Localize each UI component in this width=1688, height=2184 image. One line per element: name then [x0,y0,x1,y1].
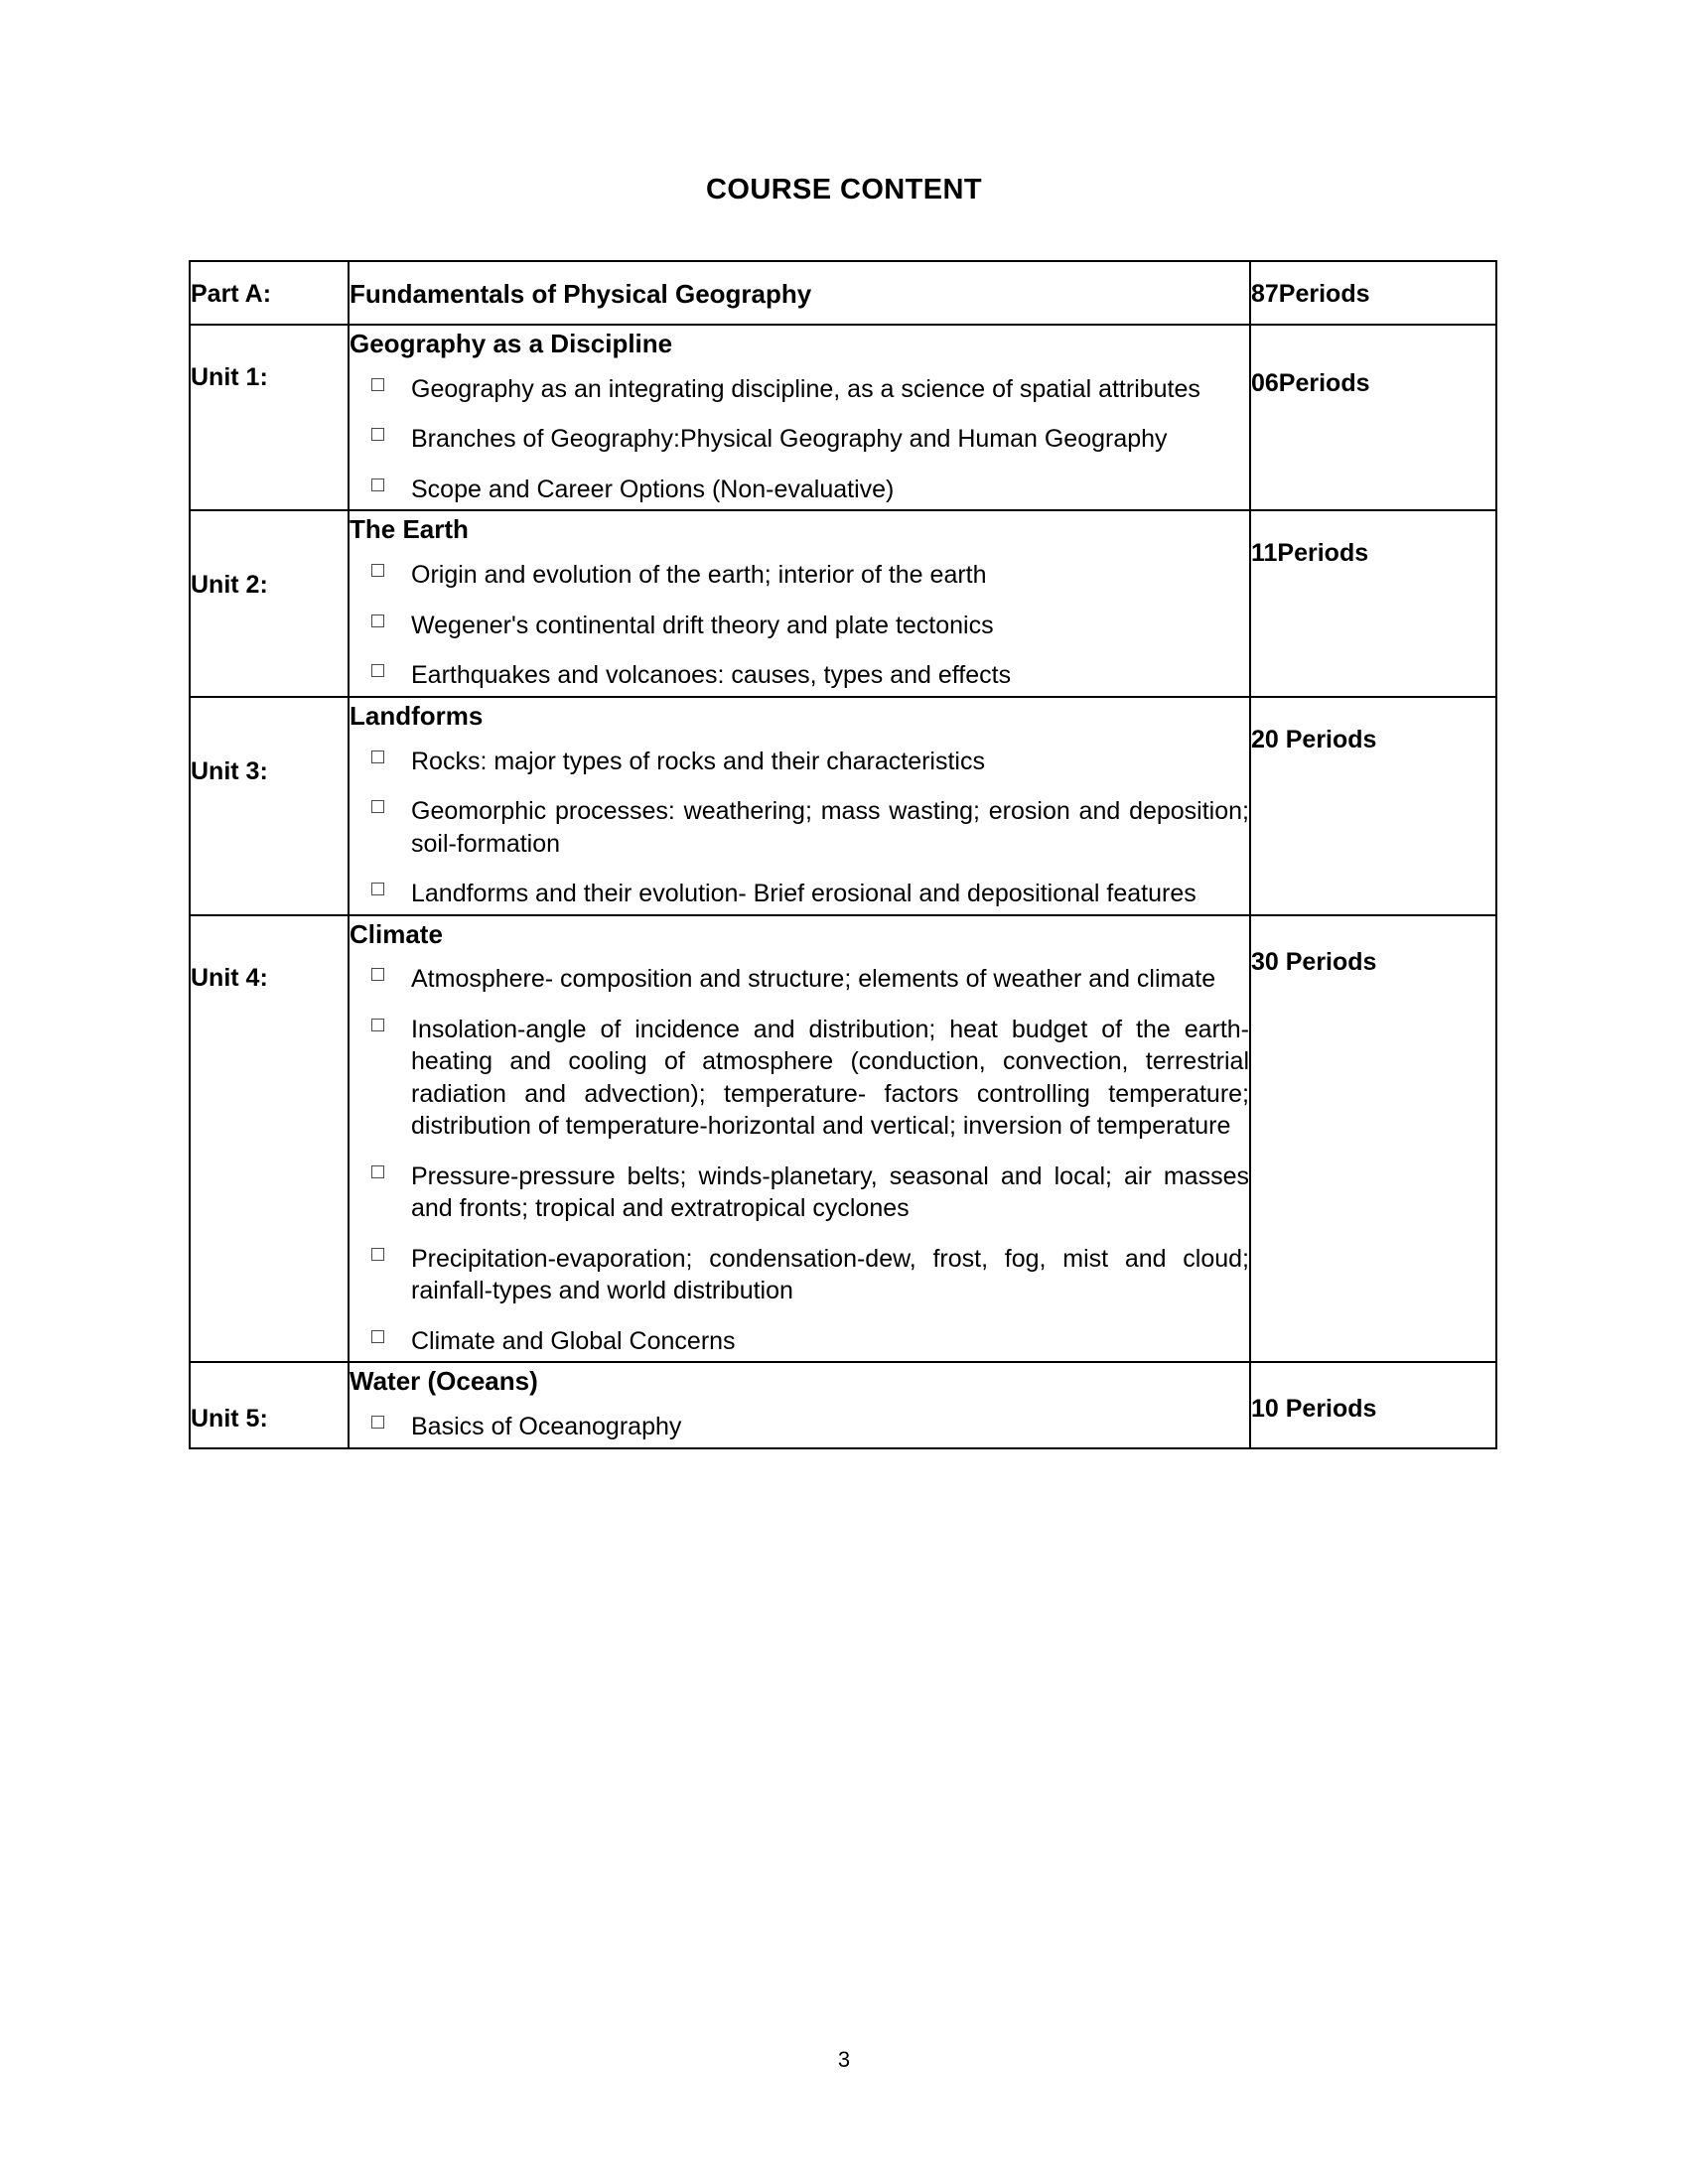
unit-periods-5: 10 Periods [1250,1362,1496,1447]
unit-body-3 [349,697,1250,915]
list-item [350,1411,1249,1443]
bullet-text: Landforms and their evolution- Brief erosional and depositional features [411,880,1196,908]
square-bullet-icon [371,968,384,981]
unit-periods-3: 20 Periods [1250,697,1496,915]
unit-label-1: Unit 1: [190,325,349,510]
part-heading: Fundamentals of Physical Geography [350,279,812,309]
square-bullet-icon [371,428,384,441]
part-heading-cell [349,261,1250,325]
bullet-text: Geomorphic processes: weathering; mass wasting; erosion and deposition; soil-formation [411,797,1249,858]
unit-heading-2: The Earth [350,514,469,545]
bullet-text: Origin and evolution of the earth; interior of the earth [411,561,987,590]
unit-bullet-list-1 [350,373,1249,506]
list-item [350,373,1249,406]
list-item [350,610,1249,642]
square-bullet-icon [371,378,384,391]
bullet-text: Atmosphere- composition and structure; elements of weather and climate [411,965,1216,994]
square-bullet-icon [371,478,384,491]
bullet-text: Branches of Geography:Physical Geography and Human Geography [411,425,1168,454]
list-item [350,659,1249,692]
unit-bullet-list-4 [350,963,1249,1357]
bullet-text: Pressure-pressure belts; winds-planetary, seasonal and local; air masses and fronts; tropical and extratropical cyclones [411,1161,1249,1223]
unit-label-2: Unit 2: [190,510,349,696]
list-item [350,746,1249,778]
square-bullet-icon [371,883,384,895]
unit-heading-1: Geography as a Discipline [350,328,673,358]
unit-body-2 [349,510,1250,696]
unit-body-1 [349,325,1250,510]
square-bullet-icon [371,1019,384,1031]
bullet-text: Geography as an integrating discipline, as a science of spatial attributes [411,374,1200,403]
list-item [350,963,1249,996]
bullet-text: Wegener's continental drift theory and plate tectonics [411,611,994,639]
course-content-table [189,260,1497,1449]
bullet-text: Climate and Global Concerns [411,1326,736,1355]
list-item [350,1160,1249,1225]
list-item [350,423,1249,456]
table-row-unit-2 [190,510,1496,696]
table-row-part-a [190,261,1496,325]
bullet-text: Basics of Oceanography [411,1413,682,1441]
table-row-unit-5 [190,1362,1496,1447]
bullet-text: Precipitation-evaporation; condensation-dew, frost, fog, mist and cloud; rainfall-types and world distribution [411,1244,1249,1305]
table-row-unit-1 [190,325,1496,510]
list-item [350,878,1249,910]
part-label: Part A: [190,261,349,325]
unit-label-3: Unit 3: [190,697,349,915]
unit-bullet-list-5 [350,1411,1249,1443]
table-row-unit-3 [190,697,1496,915]
square-bullet-icon [371,1416,384,1429]
square-bullet-icon [371,1248,384,1261]
square-bullet-icon [371,800,384,813]
square-bullet-icon [371,1330,384,1343]
square-bullet-icon [371,751,384,763]
unit-periods-1: 06Periods [1250,325,1496,510]
unit-bullet-list-2 [350,559,1249,692]
unit-bullet-list-3 [350,746,1249,910]
unit-heading-5: Water (Oceans) [350,1366,538,1397]
unit-periods-4: 30 Periods [1250,915,1496,1363]
list-item [350,1243,1249,1307]
table-row-unit-4 [190,915,1496,1363]
square-bullet-icon [371,564,384,577]
bullet-text: Scope and Career Options (Non-evaluative) [411,475,895,503]
unit-heading-4: Climate [350,918,443,949]
unit-body-4 [349,915,1250,1363]
list-item [350,795,1249,860]
unit-heading-3: Landforms [350,700,484,731]
square-bullet-icon [371,1165,384,1178]
unit-label-4: Unit 4: [190,915,349,1363]
unit-periods-2: 11Periods [1250,510,1496,696]
page-number: 3 [837,2047,851,2072]
list-item [350,1325,1249,1358]
square-bullet-icon [371,664,384,677]
bullet-text: Earthquakes and volcanoes: causes, types and effects [411,661,1012,690]
bullet-text: Rocks: major types of rocks and their characteristics [411,747,985,775]
unit-label-5: Unit 5: [190,1362,349,1447]
bullet-text: Insolation-angle of incidence and distribution; heat budget of the earth-heating and cooling of atmosphere (conduction, convection, terrestrial radiation and advection); temperature- factors controlling temperature; distribution of temperature-horizontal and vertical; inversion of temperature [411,1015,1249,1141]
square-bullet-icon [371,614,384,627]
part-periods: 87Periods [1250,261,1496,325]
unit-body-5 [349,1362,1250,1447]
list-item [350,474,1249,506]
list-item [350,559,1249,592]
page-title: COURSE CONTENT [706,174,982,205]
list-item [350,1014,1249,1143]
